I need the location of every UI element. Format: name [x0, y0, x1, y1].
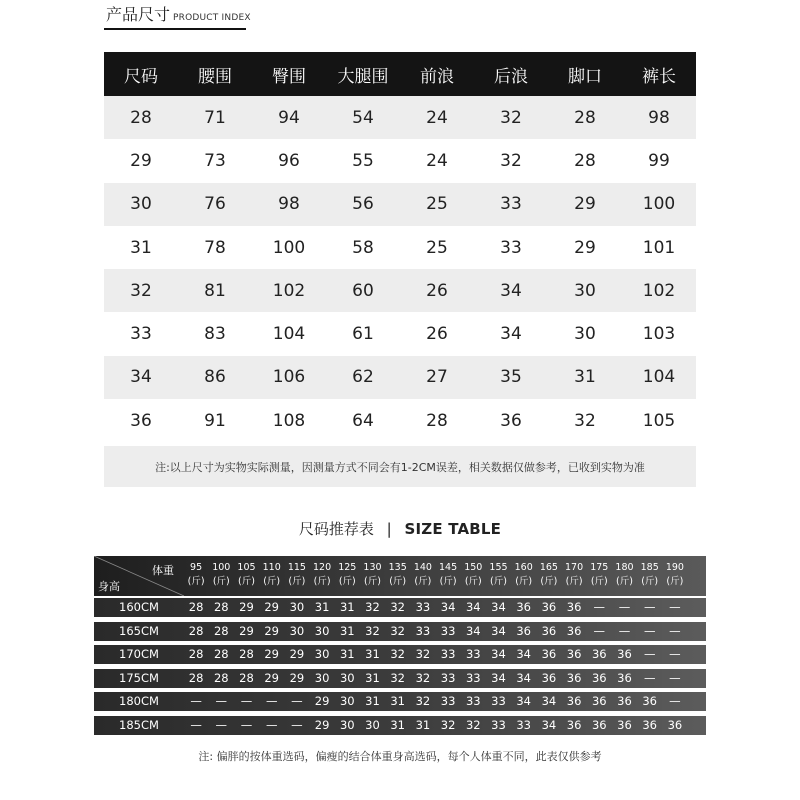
- weight-value: 115: [287, 562, 306, 573]
- recommend-cell: 36: [591, 718, 607, 732]
- recommend-cell: 34: [491, 670, 506, 685]
- size-table-cell: 56: [326, 183, 400, 226]
- size-table-row: [104, 269, 696, 312]
- weight-unit: (斤): [238, 576, 255, 587]
- weight-value: 100: [212, 562, 231, 573]
- weight-unit: (斤): [313, 576, 331, 587]
- recommend-cell: 29: [289, 647, 305, 662]
- weight-column-header: [486, 561, 511, 589]
- weight-unit: (斤): [641, 576, 659, 587]
- recommend-cell: 32: [415, 670, 431, 685]
- weight-unit: (斤): [414, 576, 432, 587]
- recommend-cell: 33: [415, 600, 431, 614]
- size-table-row: [104, 139, 696, 182]
- weight-unit: (斤): [616, 576, 633, 587]
- size-table-header-cell: 腰围: [178, 52, 252, 96]
- recommend-cell: 32: [365, 623, 380, 638]
- weight-column-header: [562, 561, 587, 589]
- weight-column-header: [385, 561, 410, 589]
- size-table-row: [104, 399, 696, 442]
- weight-column-header: [511, 561, 536, 589]
- recommend-row: [94, 645, 706, 664]
- recommend-cell: 34: [465, 600, 481, 614]
- recommend-cell: —: [215, 718, 228, 732]
- section-subtitle: PRODUCT INDEX: [173, 13, 251, 23]
- height-label: 180CM: [119, 694, 159, 709]
- height-label: 160CM: [119, 600, 159, 614]
- size-table-cell: 26: [400, 312, 474, 355]
- recommend-cell: 31: [390, 718, 405, 732]
- size-table-cell: 34: [474, 312, 548, 355]
- recommend-cell: 36: [566, 623, 582, 638]
- size-table-cell: 101: [622, 226, 696, 269]
- weight-column-header: [587, 561, 612, 589]
- recommend-cell: 32: [390, 670, 405, 685]
- weight-unit: (斤): [515, 576, 533, 587]
- recommend-cell: 33: [491, 694, 506, 709]
- recommend-cell: 28: [239, 647, 254, 662]
- weight-unit: (斤): [565, 576, 583, 587]
- recommend-cell: 29: [314, 694, 330, 709]
- weight-value: 145: [439, 562, 458, 573]
- size-table-cell: 54: [326, 96, 400, 139]
- recommend-cell: 29: [314, 718, 330, 732]
- size-table-cell: 105: [622, 399, 696, 442]
- size-table-header-cell: 后浪: [474, 52, 548, 96]
- size-table-cell: 108: [252, 399, 326, 442]
- size-table-cell: 25: [400, 183, 474, 226]
- recommend-cell: —: [240, 694, 253, 709]
- recommend-cell: —: [593, 623, 606, 638]
- recommend-cell: —: [643, 670, 656, 685]
- recommend-cell: —: [265, 694, 278, 709]
- size-table-header-cell: 裤长: [622, 52, 696, 96]
- recommend-cell: 30: [289, 600, 305, 614]
- recommend-cell: 32: [390, 600, 405, 614]
- recommend-row: [94, 716, 706, 735]
- recommend-cell: 34: [491, 600, 506, 614]
- weight-value: 135: [388, 562, 407, 573]
- weight-column-header: [284, 561, 309, 589]
- recommend-cell: 28: [188, 623, 204, 638]
- size-table-cell: 102: [252, 269, 326, 312]
- weight-column-header: [410, 561, 435, 589]
- size-table-cell: 30: [104, 183, 178, 226]
- height-label: 175CM: [119, 670, 159, 685]
- weight-value: 185: [640, 562, 659, 573]
- weight-column-header: [360, 561, 385, 589]
- recommend-cell: 32: [365, 600, 380, 614]
- weight-value: 155: [489, 562, 508, 573]
- size-table-cell: 58: [326, 226, 400, 269]
- recommend-cell: 33: [465, 647, 481, 662]
- size-recommend-title: [0, 518, 800, 539]
- size-table-cell: 91: [178, 399, 252, 442]
- size-table-cell: 36: [104, 399, 178, 442]
- weight-value: 110: [262, 562, 281, 573]
- recommend-cell: 32: [390, 647, 405, 662]
- recommend-row: [94, 598, 706, 617]
- weight-unit: (斤): [490, 576, 507, 587]
- weight-column-header: [259, 561, 284, 589]
- recommend-cell: —: [669, 694, 681, 709]
- recommend-cell: 28: [213, 600, 229, 614]
- size-table-cell: 30: [548, 312, 622, 355]
- recommend-cell: 33: [440, 647, 456, 662]
- weight-column-header: [612, 561, 637, 589]
- recommend-cell: 36: [617, 718, 632, 732]
- section-title: 产品尺寸: [106, 5, 171, 24]
- recommend-cell: 36: [566, 670, 582, 685]
- size-table-cell: 32: [474, 139, 548, 182]
- weight-unit: (斤): [464, 576, 482, 587]
- recommend-cell: —: [190, 718, 202, 732]
- size-table-cell: 103: [622, 312, 696, 355]
- size-table-cell: 64: [326, 399, 400, 442]
- size-table-cell: 32: [474, 96, 548, 139]
- weight-value: 170: [565, 562, 584, 573]
- recommend-cell: 30: [365, 718, 380, 732]
- size-table-cell: 32: [104, 269, 178, 312]
- recommend-cell: 36: [541, 623, 557, 638]
- size-table-cell: 106: [252, 356, 326, 399]
- size-table-cell: 96: [252, 139, 326, 182]
- weight-column-header: [184, 561, 209, 589]
- recommend-cell: 28: [213, 623, 229, 638]
- size-table-cell: 31: [548, 356, 622, 399]
- size-table-cell: 28: [548, 139, 622, 182]
- weight-unit: (斤): [364, 576, 381, 587]
- weight-unit: (斤): [389, 576, 407, 587]
- height-label: 165CM: [119, 623, 159, 638]
- recommend-cell: 31: [314, 600, 330, 614]
- recommend-cell: 28: [239, 670, 254, 685]
- recommend-cell: 32: [390, 623, 405, 638]
- recommend-cell: 34: [465, 623, 481, 638]
- recommend-cell: 32: [465, 718, 481, 732]
- recommend-cell: 34: [440, 600, 456, 614]
- recommend-cell: 30: [289, 623, 305, 638]
- size-table-header-cell: 大腿围: [326, 52, 400, 96]
- size-table-cell: 78: [178, 226, 252, 269]
- weight-column-header: [662, 561, 687, 589]
- size-table-row: [104, 226, 696, 269]
- height-label: 170CM: [119, 647, 159, 662]
- recommend-cell: 34: [516, 694, 531, 709]
- size-table-cell: 33: [104, 312, 178, 355]
- recommend-cell: 36: [591, 670, 607, 685]
- size-table-header-cell: 前浪: [400, 52, 474, 96]
- recommend-cell: 28: [188, 670, 204, 685]
- recommend-cell: 32: [415, 647, 431, 662]
- weight-value: 125: [338, 562, 357, 573]
- recommend-cell: 28: [188, 600, 204, 614]
- recommend-cell: 29: [264, 623, 279, 638]
- recommend-cell: 34: [516, 670, 531, 685]
- size-table-cell: 104: [622, 356, 696, 399]
- recommend-cell: 29: [239, 623, 254, 638]
- weight-column-header: [461, 561, 486, 589]
- size-table-cell: 104: [252, 312, 326, 355]
- recommend-cell: —: [265, 718, 278, 732]
- recommend-cell: 34: [516, 647, 531, 662]
- size-table-cell: 83: [178, 312, 252, 355]
- size-table-cell: 81: [178, 269, 252, 312]
- recommend-cell: 31: [339, 647, 355, 662]
- recommend-cell: 29: [239, 600, 254, 614]
- recommend-title-en: SIZE TABLE: [404, 520, 502, 538]
- recommend-cell: —: [669, 670, 681, 685]
- recommend-cell: 31: [365, 670, 380, 685]
- size-table-cell: 34: [474, 269, 548, 312]
- weight-unit: (斤): [263, 576, 281, 587]
- recommend-cell: 34: [491, 647, 506, 662]
- recommend-cell: —: [240, 718, 253, 732]
- weight-unit: (斤): [590, 576, 608, 587]
- recommend-cell: 33: [440, 623, 456, 638]
- size-table-cell: 73: [178, 139, 252, 182]
- weight-unit: (斤): [187, 576, 205, 587]
- weight-unit: (斤): [338, 576, 356, 587]
- size-table-cell: 32: [548, 399, 622, 442]
- recommend-cell: 29: [264, 600, 279, 614]
- size-table-cell: 100: [252, 226, 326, 269]
- weight-value: 165: [539, 562, 558, 573]
- section-header: [106, 2, 251, 26]
- recommend-cell: 36: [516, 623, 531, 638]
- recommend-cell: —: [643, 623, 656, 638]
- recommend-cell: 36: [642, 694, 657, 709]
- recommend-cell: —: [291, 694, 303, 709]
- recommend-cell: 28: [188, 647, 204, 662]
- recommend-header-row: [94, 556, 706, 596]
- size-table-cell: 27: [400, 356, 474, 399]
- header-underline: [104, 28, 246, 30]
- recommend-cell: 36: [617, 694, 632, 709]
- recommend-cell: 30: [339, 670, 355, 685]
- recommend-cell: 36: [516, 600, 531, 614]
- recommend-cell: 36: [667, 718, 683, 732]
- recommend-cell: 36: [591, 647, 607, 662]
- size-table-cell: 98: [622, 96, 696, 139]
- recommend-cell: 36: [642, 718, 657, 732]
- size-table-cell: 99: [622, 139, 696, 182]
- size-table-cell: 34: [104, 356, 178, 399]
- recommend-row: [94, 669, 706, 688]
- weight-column-header: [436, 561, 461, 589]
- recommend-cell: —: [669, 623, 681, 638]
- size-table-row: [104, 183, 696, 226]
- size-table-cell: 71: [178, 96, 252, 139]
- weight-value: 130: [363, 562, 382, 573]
- recommend-cell: —: [618, 623, 631, 638]
- recommend-cell: 34: [541, 694, 557, 709]
- weight-value: 95: [190, 562, 203, 573]
- recommend-cell: 33: [491, 718, 506, 732]
- recommend-cell: 32: [440, 718, 456, 732]
- recommend-cell: 33: [440, 670, 456, 685]
- weight-column-header: [209, 561, 234, 589]
- recommend-cell: —: [593, 600, 606, 614]
- recommend-cell: 28: [213, 670, 229, 685]
- recommend-row: [94, 692, 706, 711]
- recommend-cell: —: [291, 718, 303, 732]
- recommend-cell: —: [669, 647, 681, 662]
- weight-value: 175: [590, 562, 609, 573]
- recommend-cell: 34: [541, 718, 557, 732]
- recommend-cell: 28: [213, 647, 229, 662]
- recommend-cell: —: [618, 600, 631, 614]
- recommend-cell: 32: [415, 694, 431, 709]
- recommend-cell: 30: [339, 718, 355, 732]
- weight-value: 140: [413, 562, 432, 573]
- recommend-cell: 36: [617, 670, 632, 685]
- recommend-cell: 29: [289, 670, 305, 685]
- size-table-cell: 31: [104, 226, 178, 269]
- recommend-cell: 31: [339, 623, 355, 638]
- size-recommend-table: [94, 556, 706, 732]
- size-table-cell: 94: [252, 96, 326, 139]
- weight-value: 190: [665, 562, 684, 573]
- recommend-cell: 31: [415, 718, 431, 732]
- recommend-cell: 33: [440, 694, 456, 709]
- weight-column-header: [310, 561, 335, 589]
- size-table-note: 注:以上尺寸为实物实际测量，因测量方式不同会有1-2CM误差，相关数据仅做参考，已收到实物为准: [104, 446, 696, 487]
- size-table-cell: 28: [400, 399, 474, 442]
- weight-column-header: [335, 561, 360, 589]
- recommend-cell: —: [215, 694, 228, 709]
- recommend-cell: —: [643, 647, 656, 662]
- recommend-cell: 34: [491, 623, 506, 638]
- recommend-cell: 36: [566, 694, 582, 709]
- size-table-cell: 100: [622, 183, 696, 226]
- size-table-cell: 25: [400, 226, 474, 269]
- recommend-cell: 36: [591, 694, 607, 709]
- height-axis-label: 身高: [98, 580, 120, 593]
- weight-value: 105: [237, 562, 256, 573]
- weight-unit: (斤): [212, 576, 230, 587]
- size-table-header-row: [104, 52, 696, 96]
- weight-column-header: [234, 561, 259, 589]
- recommend-cell: 36: [541, 600, 557, 614]
- size-table-cell: 61: [326, 312, 400, 355]
- recommend-cell: 36: [541, 670, 557, 685]
- size-table-cell: 24: [400, 96, 474, 139]
- recommend-cell: 29: [264, 670, 279, 685]
- recommend-cell: 36: [541, 647, 557, 662]
- recommend-cell: —: [643, 600, 656, 614]
- size-table-cell: 26: [400, 269, 474, 312]
- size-table-header-cell: 脚口: [548, 52, 622, 96]
- size-table-cell: 29: [104, 139, 178, 182]
- recommend-cell: 30: [339, 694, 355, 709]
- size-table-cell: 29: [548, 183, 622, 226]
- weight-value: 120: [313, 562, 332, 573]
- weight-column-header: [637, 561, 662, 589]
- weight-unit: (斤): [288, 576, 306, 587]
- weight-unit: (斤): [666, 576, 684, 587]
- weight-unit: (斤): [439, 576, 457, 587]
- product-size-table: [104, 52, 696, 442]
- recommend-cell: 30: [314, 670, 330, 685]
- recommend-cell: 33: [465, 670, 481, 685]
- size-table-cell: 30: [548, 269, 622, 312]
- recommend-cell: 30: [314, 647, 330, 662]
- weight-unit: (斤): [540, 576, 558, 587]
- recommend-cell: 33: [516, 718, 531, 732]
- recommend-cell: 31: [365, 694, 380, 709]
- recommend-cell: 33: [415, 623, 431, 638]
- size-table-cell: 35: [474, 356, 548, 399]
- size-table-cell: 33: [474, 183, 548, 226]
- size-table-cell: 33: [474, 226, 548, 269]
- size-table-cell: 28: [548, 96, 622, 139]
- size-table-cell: 24: [400, 139, 474, 182]
- recommend-cell: 31: [365, 647, 380, 662]
- size-table-cell: 76: [178, 183, 252, 226]
- recommend-cell: 31: [339, 600, 355, 614]
- size-table-row: [104, 96, 696, 139]
- size-table-cell: 29: [548, 226, 622, 269]
- size-table-row: [104, 312, 696, 355]
- recommend-cell: 36: [617, 647, 632, 662]
- recommend-cell: 31: [390, 694, 405, 709]
- size-table-cell: 62: [326, 356, 400, 399]
- size-table-cell: 36: [474, 399, 548, 442]
- title-separator: |: [386, 520, 392, 538]
- size-table-header-cell: 尺码: [104, 52, 178, 96]
- weight-value: 150: [464, 562, 483, 573]
- recommend-cell: —: [190, 694, 202, 709]
- size-table-header-cell: 臀围: [252, 52, 326, 96]
- recommend-title-zh: 尺码推荐表: [298, 520, 374, 538]
- size-table-cell: 102: [622, 269, 696, 312]
- weight-value: 160: [514, 562, 533, 573]
- recommend-cell: —: [669, 600, 681, 614]
- recommend-cell: 33: [465, 694, 481, 709]
- recommend-cell: 29: [264, 647, 279, 662]
- size-table-row: [104, 356, 696, 399]
- recommend-cell: 30: [314, 623, 330, 638]
- recommend-cell: 36: [566, 718, 582, 732]
- recommend-note: 注: 偏胖的按体重选码，偏瘦的结合体重身高选码，每个人体重不同，此表仅供参考: [198, 750, 602, 763]
- size-table-cell: 55: [326, 139, 400, 182]
- size-table-cell: 60: [326, 269, 400, 312]
- recommend-cell: 36: [566, 600, 582, 614]
- recommend-row: [94, 622, 706, 641]
- size-table-cell: 86: [178, 356, 252, 399]
- size-table-cell: 98: [252, 183, 326, 226]
- weight-column-header: [536, 561, 561, 589]
- weight-axis-label: 体重: [152, 564, 174, 577]
- weight-value: 180: [615, 562, 634, 573]
- recommend-cell: 36: [566, 647, 582, 662]
- size-table-cell: 28: [104, 96, 178, 139]
- height-label: 185CM: [119, 718, 159, 732]
